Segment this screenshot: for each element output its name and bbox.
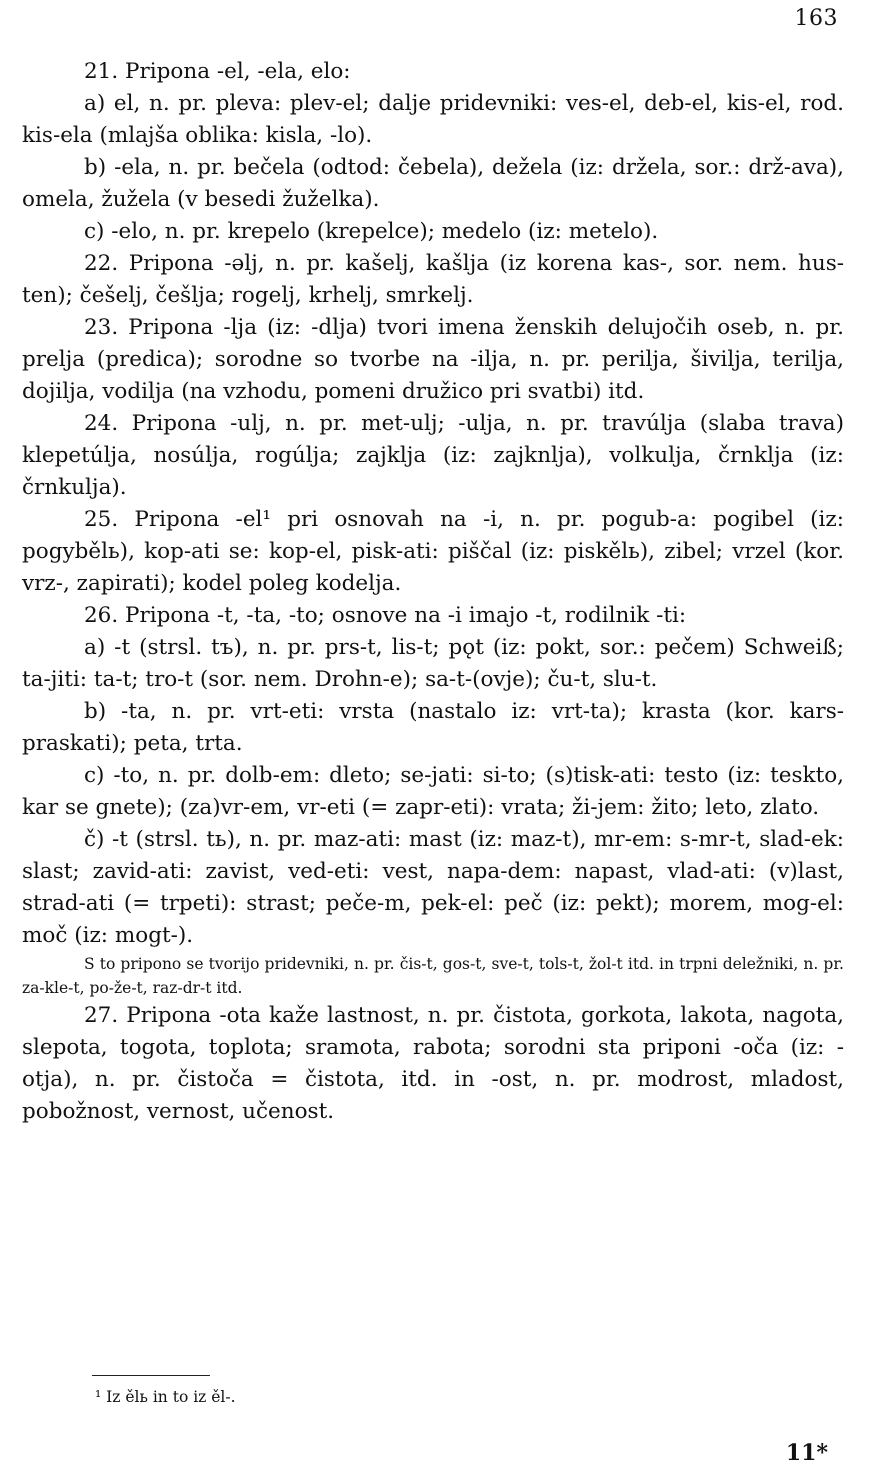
paragraph-22: 22. Pripona -əlj, n. pr. kašelj, kašlja (iz korena kas-, sor. nem. hus-ten); češelj, češlja; rogelj, krhelj, smrkelj. — [22, 251, 844, 308]
footnote-rule — [92, 1375, 210, 1376]
page-number: 163 — [794, 6, 838, 31]
paragraph-26-note: S to pripono se tvorijo pridevniki, n. pr. čis-t, gos-t, sve-t, tols-t, žol-t itd. in trpni deležniki, n. pr. za-kle-t, po-že-t, raz-dr-t itd. — [22, 955, 844, 997]
body-text — [22, 56, 844, 1128]
paragraph-23: 23. Pripona -lja (iz: -dlja) tvori imena ženskih delujočih oseb, n. pr. prelja (predica); sorodne so tvorbe na -ilja, n. pr. perilja, šivilja, terilja, dojilja, vodilja (na vzhodu, pomeni družico pri svatbi) itd. — [22, 315, 844, 404]
paragraph-25: 25. Pripona -el¹ pri osnovah na -i, n. pr. pogub-a: pogibel (iz: pogybělь), kop-ati se: kop-el, pisk-ati: piščal (iz: piskělь), zibel; vrzel (kor. vrz-, zapirati); kodel poleg kodelja. — [22, 507, 844, 596]
paragraph-27: 27. Pripona -ota kaže lastnost, n. pr. čistota, gorkota, lakota, nagota, slepota, togota, toplota; sramota, rabota; sorodni sta priponi -oča (iz: -otja), n. pr. čistoča = čistota, itd. in -ost, n. pr. modrost, mladost, pobožnost, vernost, učenost. — [22, 1003, 844, 1124]
paragraph-21b: b) -ela, n. pr. bečela (odtod: čebela), dežela (iz: držela, sor.: drž-ava), omela, žužela (v besedi žuželka). — [22, 155, 844, 212]
paragraph-26c: c) -to, n. pr. dolb-em: dleto; se-jati: si-to; (s)tisk-ati: testo (iz: teskto, kar se gnete); (za)vr-em, vr-eti (= zapr-eti): vrata; ži-jem: žito; leto, zlato. — [22, 763, 844, 820]
paragraph-21c: c) -elo, n. pr. krepelo (krepelce); medelo (iz: metelo). — [84, 219, 659, 244]
paragraph-26a: a) -t (strsl. tъ), n. pr. prs-t, lis-t; pǫt (iz: pokt, sor.: pečem) Schweiß; ta-jiti: ta-t; tro-t (sor. nem. Drohn-e); sa-t-(ovje); ču-t, slu-t. — [22, 635, 844, 692]
footnote: ¹ Iz ělь in to iz ěl-. — [95, 1388, 236, 1406]
paragraph-24: 24. Pripona -ulj, n. pr. met-ulj; -ulja, n. pr. travúlja (slaba trava) klepetúlja, nosúlja, rogúlja; zajklja (iz: zajknlja), volkulja, črnklja (iz: črnkulja). — [22, 411, 844, 500]
paragraph-26-heading: 26. Pripona -t, -ta, -to; osnove na -i imajo -t, rodilnik -ti: — [84, 603, 687, 628]
paragraph-21a: a) el, n. pr. pleva: plev-el; dalje pridevniki: ves-el, deb-el, kis-el, rod. kis-ela (mlajša oblika: kisla, -lo). — [22, 91, 844, 148]
paragraph-26c-caron: č) -t (strsl. tь), n. pr. maz-ati: mast (iz: maz-t), mr-em: s-mr-t, slad-ek: slast; zavid-ati: zavist, ved-eti: vest, napa-dem: napast, vlad-ati: (v)last, strad-ati (= trpeti): strast; peče-m, pek-el: peč (iz: pekt); morem, mog-el: moč (iz: mogt-). — [22, 827, 844, 948]
signature-mark: 11* — [785, 1440, 828, 1466]
paragraph-21-heading: 21. Pripona -el, -ela, elo: — [84, 59, 351, 84]
paragraph-26b: b) -ta, n. pr. vrt-eti: vrsta (nastalo iz: vrt-ta); krasta (kor. kars- praskati); peta, trta. — [22, 699, 844, 756]
